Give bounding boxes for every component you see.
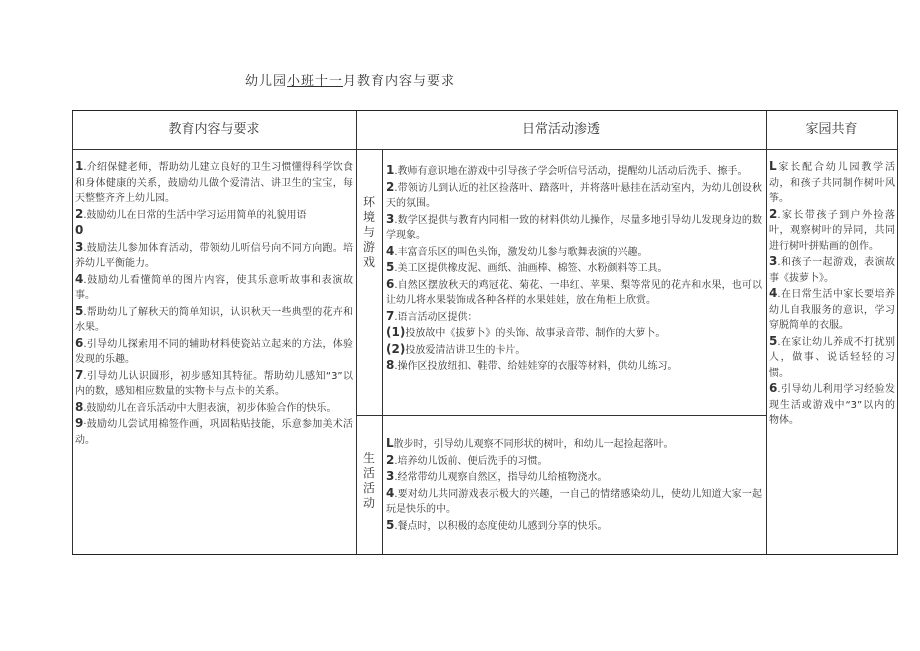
list-item: 9·鼓励幼儿尝试用棉签作画，巩固粘贴技能，乐意参加美术活动。 [75, 416, 353, 446]
list-item: 3.鼓励法儿参加体育活动，带领幼儿听信号向不同方向跑。培养幼儿平衡能力。 [75, 239, 353, 269]
list-item: 7.语言活动区提供： [386, 308, 478, 323]
list-item: 3.经常带幼儿观察自然区，指导幼儿给植物浇水。 [386, 469, 608, 483]
list-item: 7.引导幼儿认识圆形，初步感知其特征。帮助幼儿感知“3”以内的数，感知相应数量的实物卡与点卡的关系。 [75, 367, 353, 397]
list-item: 8.操作区投放纽扣、鞋带、给娃娃穿的衣服等材料，供幼儿练习。 [386, 358, 678, 372]
list-item: 6.自然区摆放秋天的鸡冠花、菊花、一串红、苹果、梨等常见的花卉和水果，也可以让幼儿将水果装饰成各种各样的水果娃娃，放在角柜上欣赏。 [386, 276, 762, 306]
home-list [769, 159, 895, 429]
list-item: 2.家长带孩子到户外捡落叶，观察树叶的异同，共同进行树叶拼贴画的创作。 [769, 206, 895, 252]
list-item: 1.教师有意识地在游戏中引导孩子学会听信号活动，提醒幼儿活动后洗手、擦手。 [386, 163, 748, 177]
page-title: 幼儿园小班十一月教育内容与要求 [245, 74, 456, 89]
curriculum-table [72, 110, 898, 555]
list-item: 5.美工区提供橡皮泥、画纸、油画棒、棉签、水粉颜料等工具。 [386, 260, 668, 274]
list-item: 4.鼓励幼儿看懂简单的图片内容，使其乐意听故事和表演故事。 [75, 271, 353, 301]
list-item: 2.带领访儿到认近的社区捡落叶、踏落叶，并将落叶悬挂在活动室内，为幼儿创设秋天的氛围。 [386, 179, 762, 209]
list-item: 2.鼓励幼儿在日常的生活中学习运用简单的礼貌用语 [75, 206, 307, 221]
list-item: 5.帮助幼儿了解秋天的简单知识，认识秋天一些典型的花卉和水果。 [75, 303, 353, 333]
env-game-list [386, 163, 762, 375]
list-item: 4.要对幼儿共同游戏表示极大的兴趣，一自己的情绪感染幼儿，使幼儿知道大家一起玩是快乐的中。 [386, 485, 762, 515]
life-activity-list [386, 436, 762, 534]
list-item: (1)投放故中《拔萝卜》的头饰、故事录音带、制作的大萝卜。 [386, 325, 666, 339]
list-item: L家长配合幼儿园教学活动，和孩子共同制作树叶风筝。 [769, 159, 895, 204]
list-item: 4.在日常生活中家长要培养幼儿自我服务的意识，学习穿脱简单的衣服。 [769, 286, 895, 331]
list-item: 4.丰富音乐区的叫色头饰，激发幼儿参与歌舞表演的兴趣。 [386, 243, 648, 258]
list-item: 6.引导幼儿探索用不同的辅助材料使瓷站立起来的方法，体验发现的乐趣。 [75, 335, 353, 365]
env-game-label: 环 境 与 游 戏 [362, 195, 375, 269]
header-home: 家园共育 [805, 122, 858, 137]
header-daily: 日常活动渗透 [521, 122, 600, 137]
list-item: 5.餐点时，以积极的态度使幼儿感到分享的快乐。 [386, 517, 608, 532]
list-item: (2)投放爱清洁讲卫生的卡片。 [386, 341, 526, 356]
list-item: 0 [75, 223, 84, 237]
list-item: 3.和孩子一起游戏，表演故事《拔萝卜》。 [769, 254, 895, 284]
header-education: 教育内容与要求 [168, 122, 260, 137]
list-item: L散步时，引导幼儿观察不同形状的树叶，和幼儿一起捡起落叶。 [386, 436, 674, 450]
list-item: 1.介绍保健老师，帮助幼儿建立良好的卫生习惯懂得科学饮食和身体健康的关系，鼓励幼儿做个爱清洁、讲卫生的宝宝，每天整整齐齐上幼儿园。 [75, 159, 353, 204]
life-activity-label: 生 活 活 动 [362, 451, 375, 510]
list-item: 3.数学区提供与教育内同相一致的材料供幼儿操作，尽量多地引导幼儿发现身边的数学现象。 [386, 211, 762, 241]
list-item: 2.培养幼儿饭前、便后洗手的习惯。 [386, 452, 548, 467]
list-item: 6.引导幼儿利用学习经验发现生活或游戏中“3”以内的物体。 [769, 381, 895, 426]
list-item: 8.鼓励幼儿在音乐活动中大胆表演，初步体验合作的快乐。 [75, 399, 337, 414]
education-list [75, 159, 353, 448]
list-item: 5.在家让幼儿养成不打扰别人，做事、说话轻轻的习惯。 [769, 333, 895, 379]
